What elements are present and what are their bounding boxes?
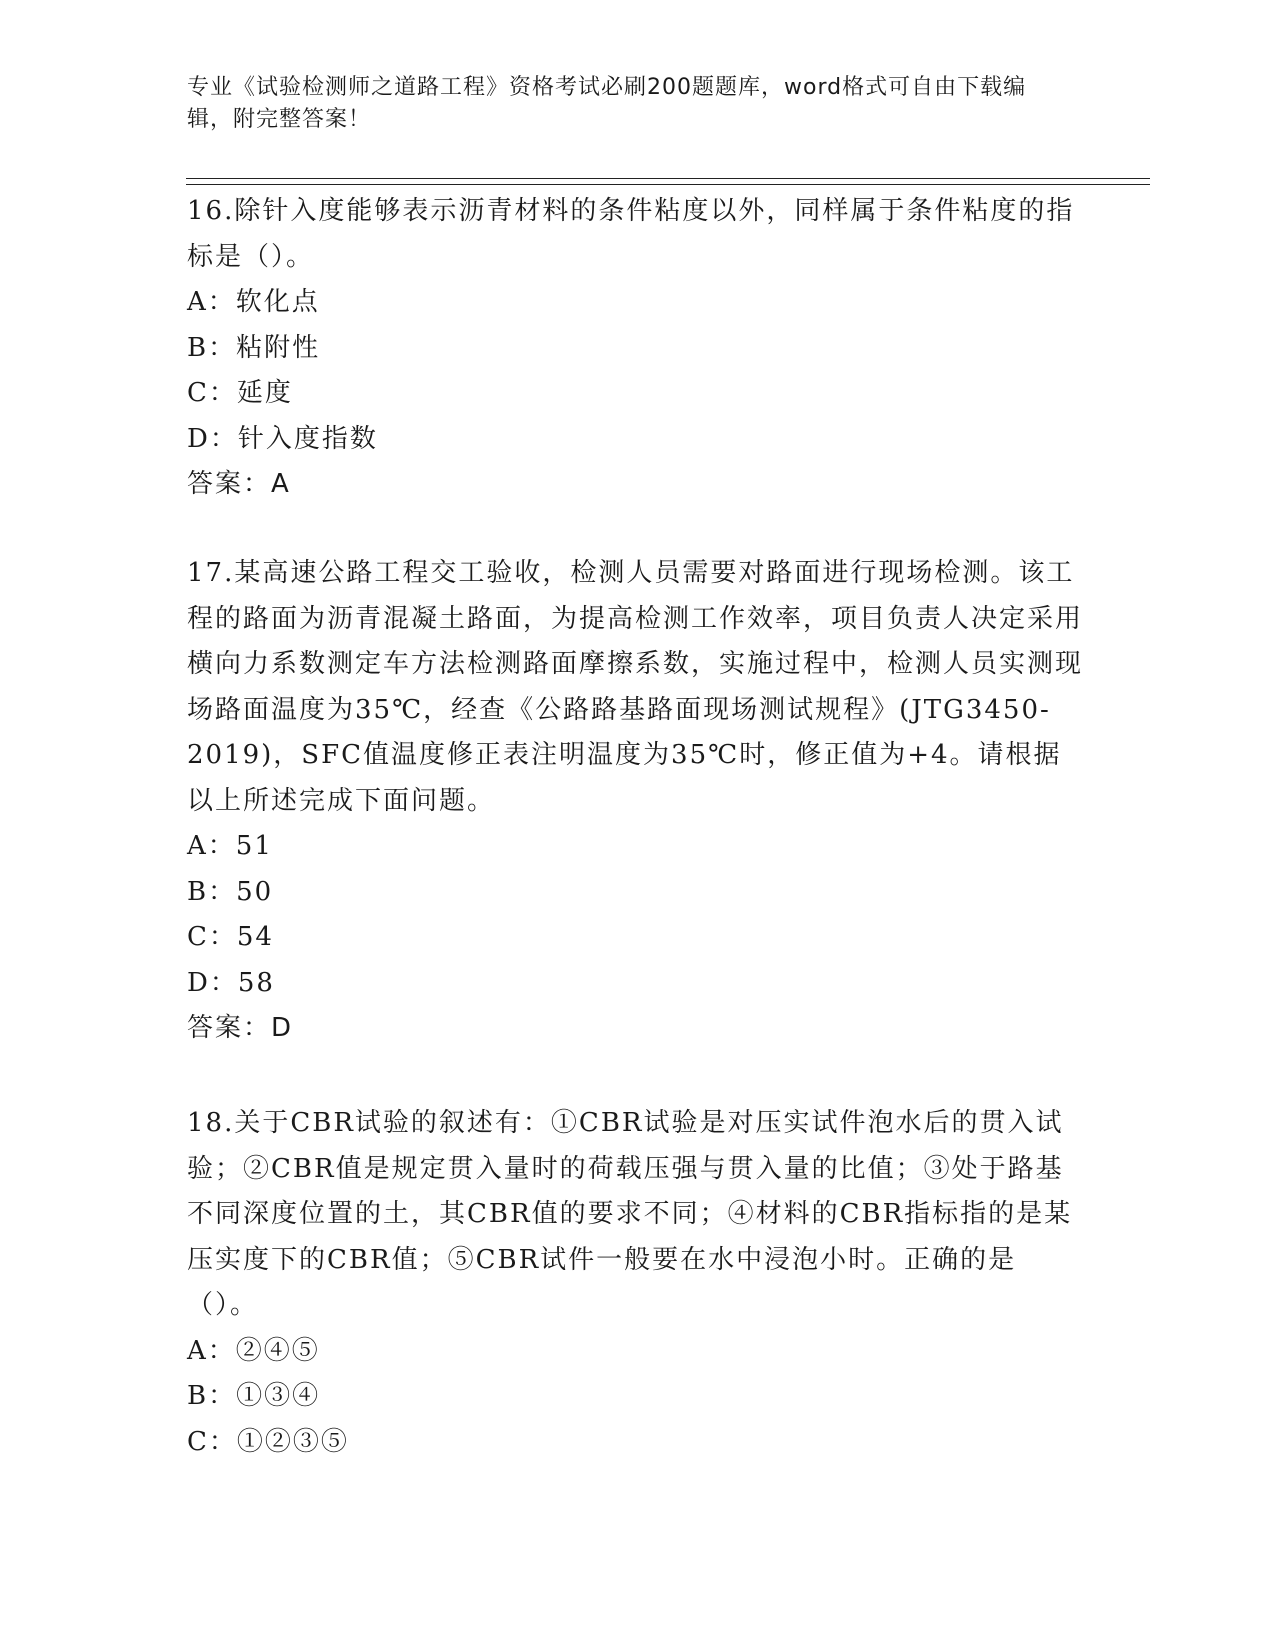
question-stem: 18.关于CBR试验的叙述有：①CBR试验是对压实试件泡水后的贯入试验；②CBR值是规定贯入量时的荷载压强与贯入量的比值；③处于路基不同深度位置的土，其CBR值的要求不同；④材料的CBR指标指的是某压实度下的CBR值；⑤CBR试件一般要在水中浸泡小时。正确的是（）。 [187,1108,1073,1320]
option-b: B：粘附性 [187,332,321,363]
question-18 [187,1101,1087,1465]
document-header: 专业《试验检测师之道路工程》资格考试必刷200题题库，word格式可自由下载编辑，附完整答案！ [187,75,1027,132]
question-stem: 16.除针入度能够表示沥青材料的条件粘度以外，同样属于条件粘度的指标是（）。 [187,196,1075,272]
option-c: C：①②③⑤ [187,1426,349,1457]
option-a: A：51 [187,831,273,861]
option-b: B：①③④ [187,1381,321,1411]
question-17 [187,551,1087,1052]
answer-line: 答案：A [187,469,291,499]
option-a: A：②④⑤ [187,1335,320,1366]
option-d: D：针入度指数 [187,423,378,454]
question-16 [187,189,1087,508]
header-divider-top [186,178,1150,179]
option-c: C：延度 [187,378,293,408]
question-stem: 17.某高速公路工程交工验收，检测人员需要对路面进行现场检测。该工程的路面为沥青混凝土路面，为提高检测工作效率，项目负责人决定采用横向力系数测定车方法检测路面摩擦系数，实施过程中，检测人员实测现场路面温度为35℃，经查《公路路基路面现场测试规程》(JTG3450-2019)，SFC值温度修正表注明温度为35℃时，修正值为+4。请根据以上所述完成下面问题。 [187,558,1084,816]
option-b: B：50 [187,876,274,907]
answer-line: 答案：D [187,1013,294,1043]
option-d: D：58 [187,967,275,998]
option-a: A：软化点 [187,287,320,317]
option-c: C：54 [187,922,274,952]
header-divider-bottom [186,184,1150,185]
